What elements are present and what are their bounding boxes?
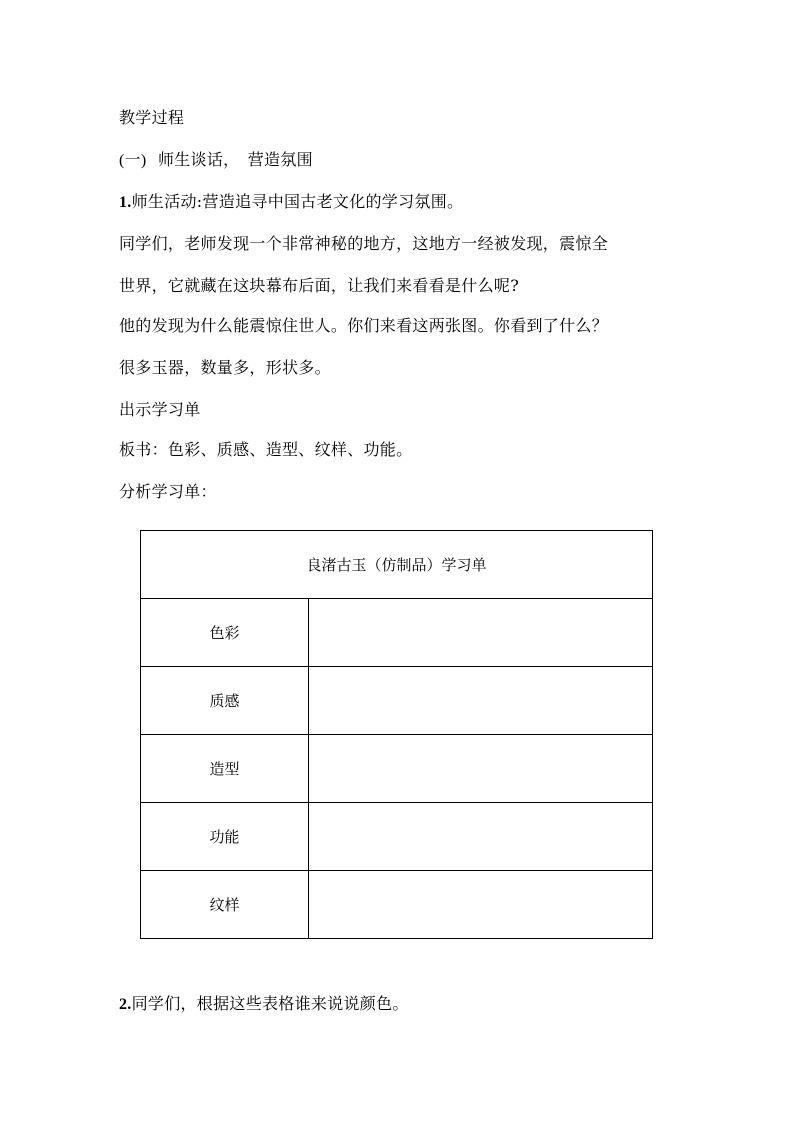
step-1 <box>119 192 463 213</box>
paragraph-line: 世界，它就藏在这块幕布后面，让我们来看看是什么呢? <box>119 276 520 295</box>
paragraph-line: 板书：色彩、质感、造型、纹样、功能。 <box>119 440 413 459</box>
step-2-number: 2. <box>119 996 132 1013</box>
section-title: 教学过程 <box>119 108 185 127</box>
worksheet-title-row <box>141 531 653 599</box>
table-row <box>141 803 653 871</box>
answer-cell-shape <box>309 735 653 803</box>
paragraph-line: 同学们，老师发现一个非常神秘的地方，这地方一经被发现，震惊全 <box>119 234 609 253</box>
answer-cell-texture <box>309 667 653 735</box>
row-label-function: 功能 <box>141 803 309 871</box>
table-row <box>141 667 653 735</box>
paragraph-line: 出示学习单 <box>119 400 201 419</box>
worksheet-title: 良渚古玉（仿制品）学习单 <box>141 531 653 599</box>
paragraph-line: 分析学习单： <box>119 482 217 501</box>
answer-cell-color <box>309 599 653 667</box>
step-2 <box>119 994 409 1015</box>
row-label-color: 色彩 <box>141 599 309 667</box>
paragraph-line: 他的发现为什么能震惊住世人。你们来看这两张图。你看到了什么？ <box>119 316 609 335</box>
step-1-number: 1. <box>119 194 132 211</box>
table-row <box>141 735 653 803</box>
answer-cell-pattern <box>309 871 653 939</box>
subsection-heading <box>119 150 313 171</box>
table-row <box>141 871 653 939</box>
subsection-title: 师生谈话， 营造氛围 <box>157 150 313 169</box>
paragraph-line: 很多玉器，数量多，形状多。 <box>119 358 331 377</box>
step-1-text: 师生活动:营造追寻中国古老文化的学习氛围。 <box>131 192 464 211</box>
step-2-text: 同学们，根据这些表格谁来说说颜色。 <box>131 994 409 1013</box>
row-label-shape: 造型 <box>141 735 309 803</box>
worksheet-table <box>140 530 653 939</box>
subsection-marker: (一) <box>119 152 147 169</box>
answer-cell-function <box>309 803 653 871</box>
table-row <box>141 599 653 667</box>
row-label-pattern: 纹样 <box>141 871 309 939</box>
row-label-texture: 质感 <box>141 667 309 735</box>
